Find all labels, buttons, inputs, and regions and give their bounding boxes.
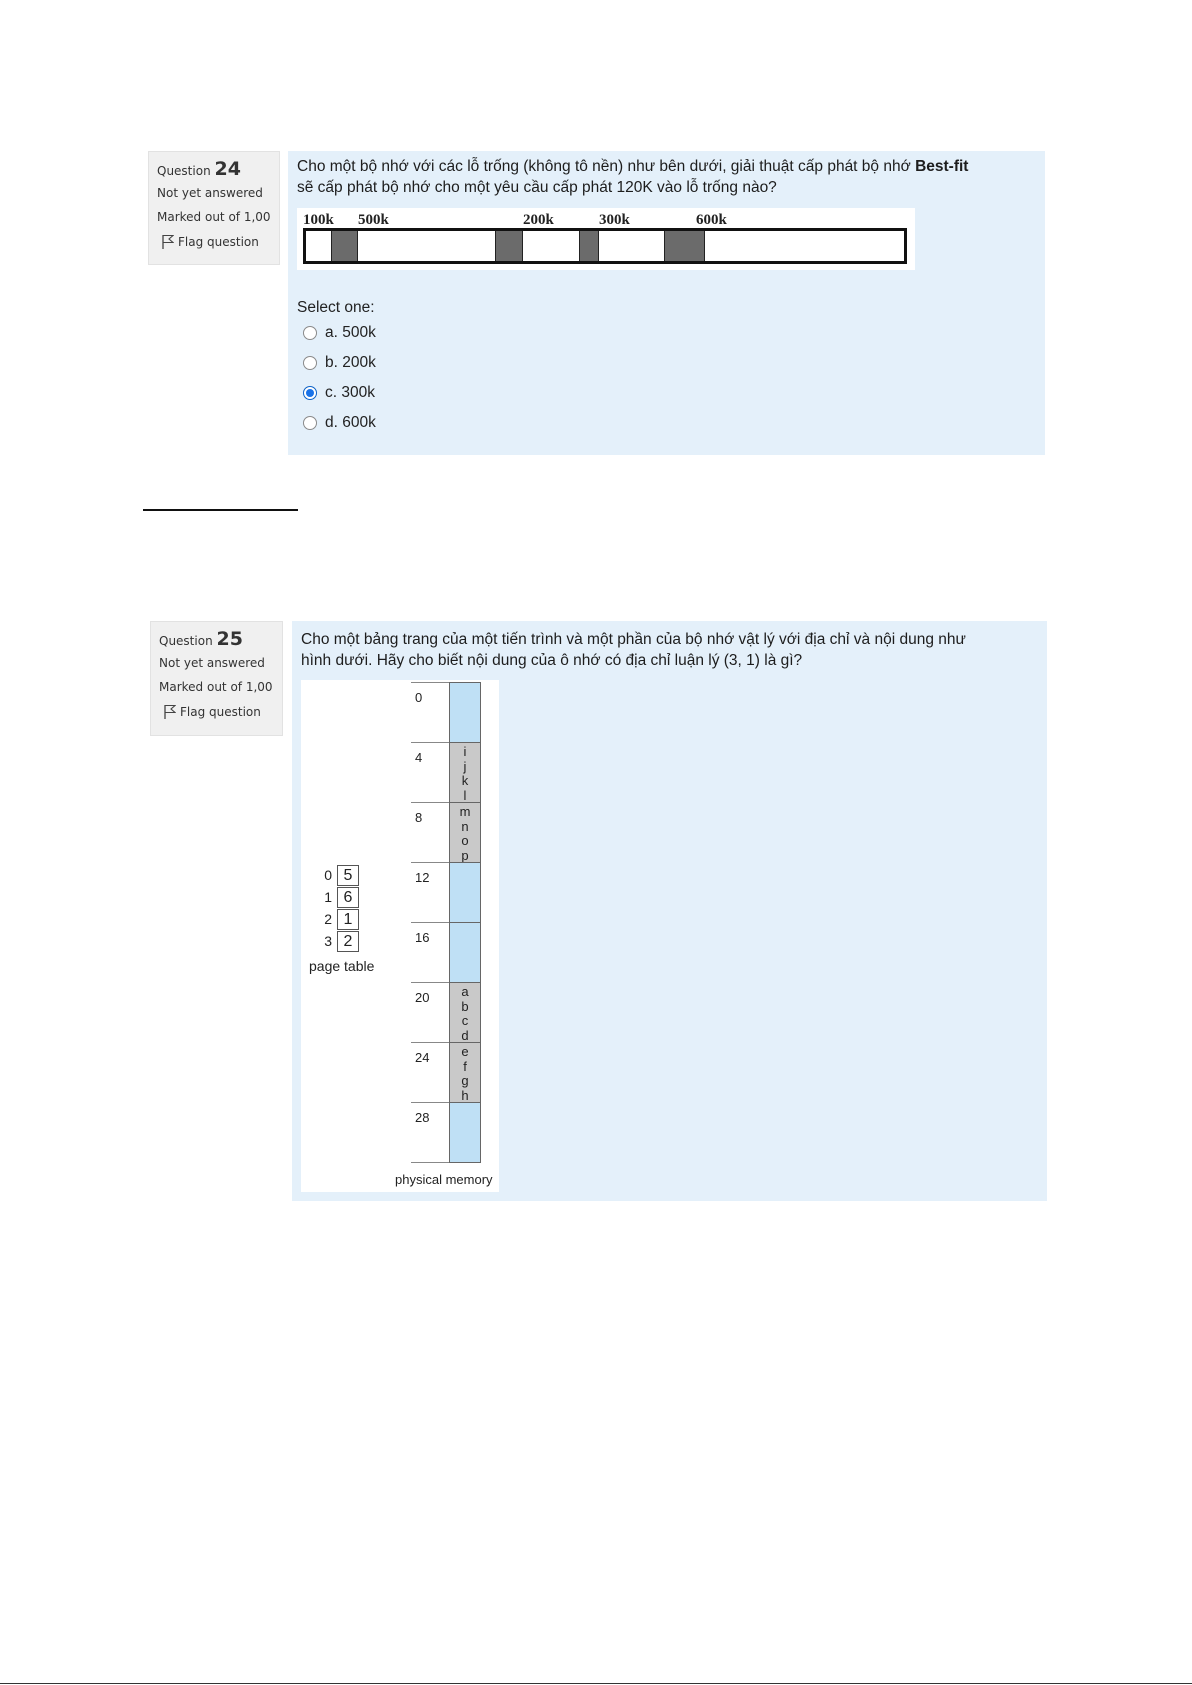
block-divider: [522, 231, 523, 261]
page-table-index: 2: [324, 911, 332, 927]
block-divider: [331, 231, 332, 261]
memory-cell-value: b: [461, 998, 469, 1014]
memory-cell-value: h: [461, 1087, 469, 1103]
question-text: Cho một bộ nhớ với các lỗ trống (không tô nền) như bên dưới, giải thuật cấp phát bộ nhớ Best-fit sẽ cấp phát bộ nhớ cho một yêu cầu cấp phát 120K vào lỗ trống nào?: [297, 158, 969, 196]
memory-frame: [449, 802, 481, 863]
hole-label-300k: 300k: [599, 212, 630, 228]
memory-cell-value: n: [461, 818, 469, 834]
page-table-index: 3: [324, 933, 332, 949]
question-info-24: [148, 151, 280, 265]
memory-cell-value: k: [461, 773, 469, 788]
frame-boundary-line: [411, 682, 449, 683]
memory-address-label: 24: [415, 1050, 430, 1065]
memory-bar: [303, 228, 907, 264]
memory-cell-value: o: [461, 833, 469, 848]
memory-diagram: [297, 208, 915, 270]
question-marks: Marked out of 1,00: [157, 210, 271, 224]
memory-frame: [449, 682, 481, 743]
frame-boundary-line: [411, 742, 449, 743]
page-table-index: 1: [324, 889, 332, 905]
memory-address-label: 8: [415, 810, 423, 825]
flag-question-link[interactable]: Flag question: [163, 704, 274, 720]
radio-button-selected[interactable]: [303, 386, 317, 400]
radio-button[interactable]: [303, 416, 317, 430]
hole-label-100k: 100k: [303, 212, 334, 228]
frame-boundary-line: [411, 982, 449, 983]
memory-cell-value: a: [461, 984, 469, 999]
block-divider: [495, 231, 496, 261]
memory-address-label: 0: [415, 690, 423, 705]
memory-cell-value: c: [461, 1013, 469, 1028]
memory-cell-value: f: [463, 1058, 467, 1074]
memory-address-label: 12: [415, 870, 430, 885]
memory-cell-value: d: [461, 1027, 469, 1043]
memory-frame: [449, 862, 481, 923]
memory-address-label: 28: [415, 1110, 430, 1125]
page-bottom-line: [0, 1683, 1192, 1684]
question-status: Not yet answered: [157, 186, 263, 200]
memory-frame: [449, 922, 481, 983]
frame-boundary-line: [411, 1102, 449, 1103]
memory-cell-value: g: [461, 1073, 469, 1088]
question-number-label: Question 24: [157, 158, 241, 180]
memory-cell-value: e: [461, 1044, 469, 1059]
memory-cell-value: l: [463, 787, 467, 803]
question-content-25: [292, 621, 1047, 1201]
question-marks: Marked out of 1,00: [159, 680, 273, 694]
question-number-label: Question 25: [159, 628, 243, 650]
answer-option-b[interactable]: b. 200k: [303, 354, 376, 372]
memory-cell-value: m: [459, 804, 471, 819]
page-table-frame-cell: 5: [337, 865, 359, 886]
frame-boundary-line: [411, 862, 449, 863]
memory-address-label: 20: [415, 990, 430, 1005]
hole-label-600k: 600k: [696, 212, 727, 228]
memory-address-label: 16: [415, 930, 430, 945]
frame-boundary-line: [411, 922, 449, 923]
memory-frame: [449, 1042, 481, 1103]
page-table-caption: page table: [309, 958, 375, 974]
page-table-frame-cell: 2: [337, 931, 359, 952]
memory-cell-value: i: [463, 744, 467, 759]
flag-question-link[interactable]: Flag question: [161, 234, 271, 250]
flag-icon: [163, 704, 176, 720]
memory-cell-value: p: [461, 847, 469, 863]
memory-frame: [449, 742, 481, 803]
flag-icon: [161, 234, 174, 250]
hole-label-200k: 200k: [523, 212, 554, 228]
block-divider: [704, 231, 705, 261]
block-divider: [357, 231, 358, 261]
frame-boundary-line: [411, 1042, 449, 1043]
answer-option-d[interactable]: d. 600k: [303, 414, 376, 432]
page-table-frame-cell: 6: [337, 887, 359, 908]
allocated-block: [664, 231, 704, 261]
allocated-block: [579, 231, 598, 261]
block-divider: [664, 231, 665, 261]
question-info-25: [150, 621, 283, 736]
answer-option-c[interactable]: c. 300k: [303, 384, 375, 402]
physical-memory-caption: physical memory: [395, 1172, 493, 1187]
radio-button[interactable]: [303, 326, 317, 340]
paging-diagram: [301, 680, 499, 1192]
question-status: Not yet answered: [159, 656, 265, 670]
allocated-block: [495, 231, 522, 261]
memory-cell-value: j: [463, 758, 467, 774]
question-content-24: [288, 151, 1045, 455]
allocated-block: [331, 231, 357, 261]
hole-label-500k: 500k: [358, 212, 389, 228]
question-text: Cho một bảng trang của một tiến trình và một phần của bộ nhớ vật lý với địa chỉ và nội dung như hình dưới. Hãy cho biết nội dung của ô nhớ có địa chỉ luận lý (3, 1) là gì?: [301, 631, 966, 669]
frame-boundary-line: [411, 1162, 449, 1163]
answer-option-a[interactable]: a. 500k: [303, 324, 376, 342]
block-divider: [579, 231, 580, 261]
select-one-label: Select one:: [297, 299, 375, 316]
memory-frame: [449, 982, 481, 1043]
memory-address-label: 4: [415, 750, 423, 765]
block-divider: [598, 231, 599, 261]
radio-button[interactable]: [303, 356, 317, 370]
separator-line: [143, 509, 298, 511]
memory-frame: [449, 1102, 481, 1163]
page-table-frame-cell: 1: [337, 909, 359, 930]
frame-boundary-line: [411, 802, 449, 803]
page-table-index: 0: [324, 867, 332, 883]
